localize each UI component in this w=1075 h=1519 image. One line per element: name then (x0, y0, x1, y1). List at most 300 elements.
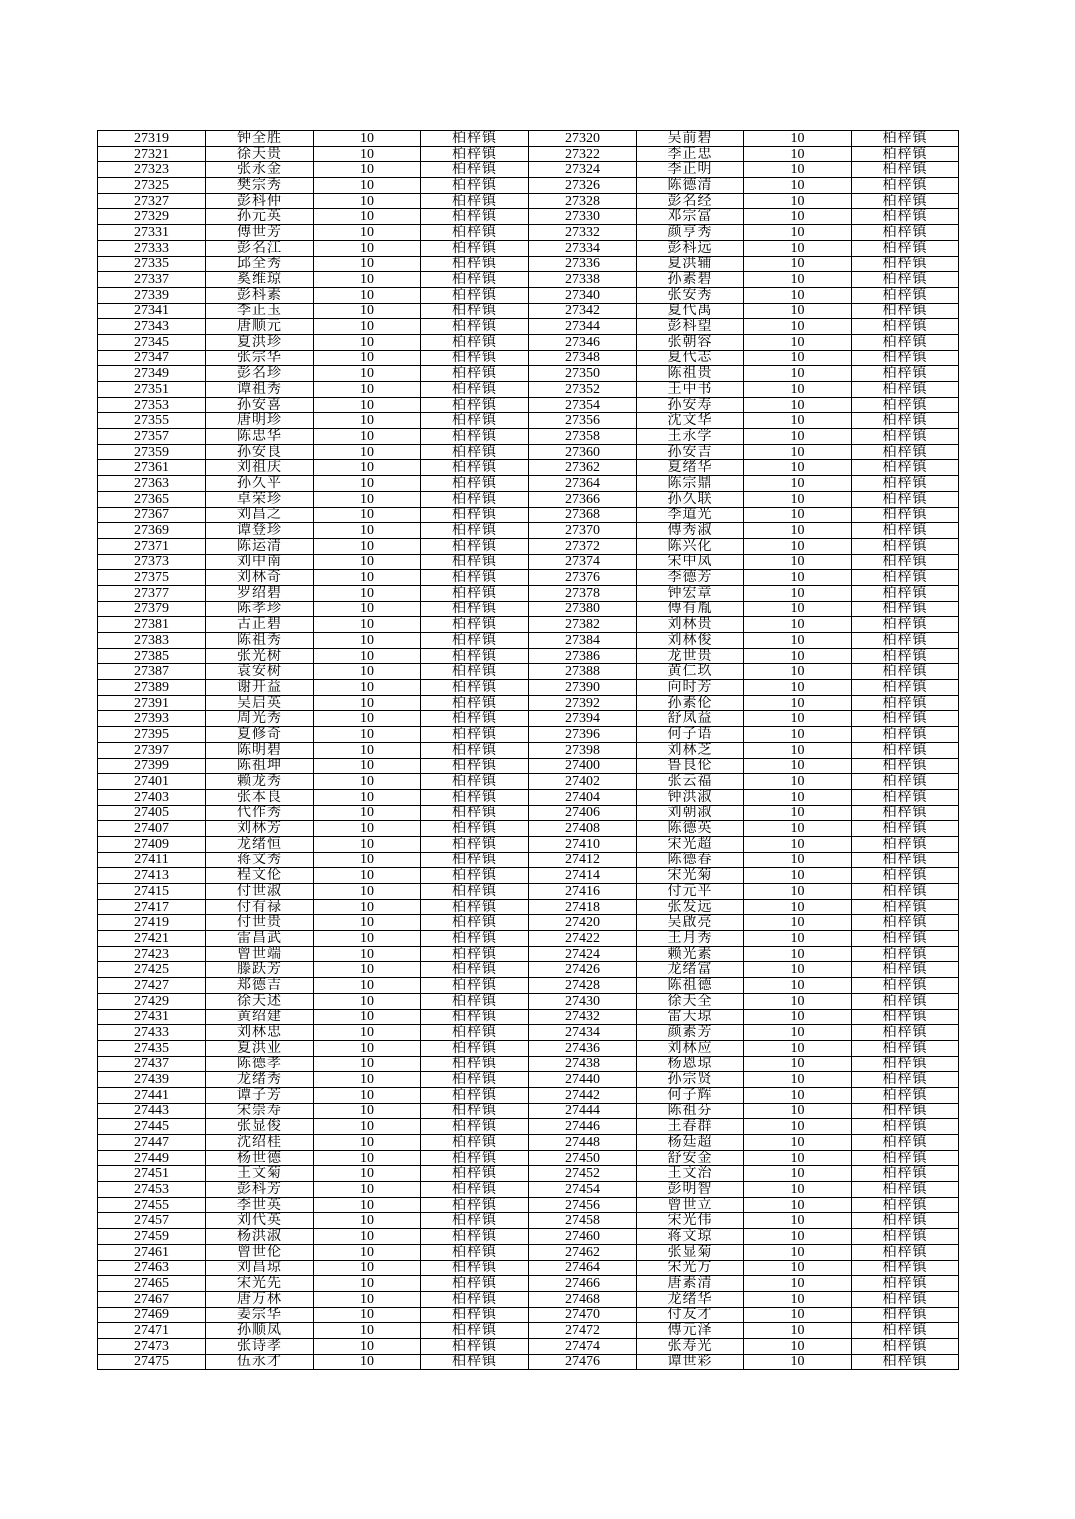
name-cell: 付世淑 (206, 884, 314, 900)
name-cell: 陈祖秀 (206, 633, 314, 649)
town-cell: 柏梓镇 (421, 601, 529, 617)
table-row (98, 334, 959, 350)
id-cell: 27363 (98, 476, 206, 492)
town-cell: 柏梓镇 (421, 899, 529, 915)
value-cell: 10 (744, 1150, 852, 1166)
name-cell: 陈祖芬 (637, 1103, 744, 1119)
value-cell: 10 (744, 805, 852, 821)
town-cell: 柏梓镇 (852, 209, 959, 225)
name-cell: 刘昌琼 (206, 1260, 314, 1276)
name-cell: 张本良 (206, 789, 314, 805)
id-cell: 27360 (529, 444, 637, 460)
value-cell: 10 (314, 617, 421, 633)
value-cell: 10 (744, 868, 852, 884)
name-cell: 刘林应 (637, 1040, 744, 1056)
name-cell: 陈明碧 (206, 742, 314, 758)
table-row (98, 1119, 959, 1135)
town-cell: 柏梓镇 (421, 193, 529, 209)
id-cell: 27344 (529, 319, 637, 335)
town-cell: 柏梓镇 (421, 554, 529, 570)
town-cell: 柏梓镇 (852, 915, 959, 931)
id-cell: 27473 (98, 1338, 206, 1354)
id-cell: 27459 (98, 1229, 206, 1245)
id-cell: 27454 (529, 1182, 637, 1198)
id-cell: 27371 (98, 538, 206, 554)
town-cell: 柏梓镇 (852, 429, 959, 445)
id-cell: 27333 (98, 240, 206, 256)
value-cell: 10 (314, 774, 421, 790)
table-row (98, 821, 959, 837)
town-cell: 柏梓镇 (421, 1087, 529, 1103)
name-cell: 宋光超 (637, 836, 744, 852)
name-cell: 刘朝淑 (637, 805, 744, 821)
town-cell: 柏梓镇 (852, 1025, 959, 1041)
id-cell: 27474 (529, 1338, 637, 1354)
id-cell: 27386 (529, 648, 637, 664)
town-cell: 柏梓镇 (852, 491, 959, 507)
town-cell: 柏梓镇 (852, 1056, 959, 1072)
value-cell: 10 (314, 1166, 421, 1182)
town-cell: 柏梓镇 (421, 429, 529, 445)
name-cell: 唐明珍 (206, 413, 314, 429)
name-cell: 谢开益 (206, 680, 314, 696)
id-cell: 27456 (529, 1197, 637, 1213)
name-cell: 陈兴化 (637, 538, 744, 554)
town-cell: 柏梓镇 (421, 1025, 529, 1041)
name-cell: 赖光素 (637, 946, 744, 962)
town-cell: 柏梓镇 (421, 711, 529, 727)
name-cell: 颜素芳 (637, 1025, 744, 1041)
name-cell: 陈德春 (637, 852, 744, 868)
id-cell: 27369 (98, 523, 206, 539)
town-cell: 柏梓镇 (421, 1072, 529, 1088)
table-row (98, 554, 959, 570)
name-cell: 蒋文琼 (637, 1229, 744, 1245)
town-cell: 柏梓镇 (421, 680, 529, 696)
value-cell: 10 (744, 1135, 852, 1151)
table-row (98, 429, 959, 445)
id-cell: 27397 (98, 742, 206, 758)
table-row (98, 1166, 959, 1182)
table-row (98, 1056, 959, 1072)
value-cell: 10 (744, 162, 852, 178)
name-cell: 何子语 (637, 727, 744, 743)
id-cell: 27461 (98, 1244, 206, 1260)
town-cell: 柏梓镇 (852, 444, 959, 460)
table-row (98, 1197, 959, 1213)
name-cell: 李正玉 (206, 303, 314, 319)
value-cell: 10 (744, 962, 852, 978)
town-cell: 柏梓镇 (421, 507, 529, 523)
town-cell: 柏梓镇 (421, 962, 529, 978)
name-cell: 刘林芳 (206, 821, 314, 837)
value-cell: 10 (314, 962, 421, 978)
table-row (98, 1040, 959, 1056)
town-cell: 柏梓镇 (852, 711, 959, 727)
table-row (98, 193, 959, 209)
table-row (98, 946, 959, 962)
id-cell: 27357 (98, 429, 206, 445)
value-cell: 10 (314, 1213, 421, 1229)
town-cell: 柏梓镇 (421, 915, 529, 931)
value-cell: 10 (314, 1307, 421, 1323)
name-cell: 夏洪业 (206, 1040, 314, 1056)
id-cell: 27462 (529, 1244, 637, 1260)
value-cell: 10 (314, 1072, 421, 1088)
value-cell: 10 (744, 852, 852, 868)
id-cell: 27384 (529, 633, 637, 649)
id-cell: 27427 (98, 978, 206, 994)
id-cell: 27469 (98, 1307, 206, 1323)
town-cell: 柏梓镇 (852, 460, 959, 476)
value-cell: 10 (744, 1166, 852, 1182)
table-row (98, 538, 959, 554)
id-cell: 27402 (529, 774, 637, 790)
table-row (98, 1213, 959, 1229)
value-cell: 10 (314, 711, 421, 727)
id-cell: 27457 (98, 1213, 206, 1229)
town-cell: 柏梓镇 (852, 287, 959, 303)
name-cell: 王春群 (637, 1119, 744, 1135)
value-cell: 10 (744, 648, 852, 664)
id-cell: 27351 (98, 382, 206, 398)
town-cell: 柏梓镇 (852, 742, 959, 758)
value-cell: 10 (744, 1229, 852, 1245)
value-cell: 10 (744, 1197, 852, 1213)
town-cell: 柏梓镇 (421, 774, 529, 790)
value-cell: 10 (314, 1276, 421, 1292)
value-cell: 10 (314, 162, 421, 178)
id-cell: 27377 (98, 585, 206, 601)
name-cell: 王中书 (637, 382, 744, 398)
id-cell: 27413 (98, 868, 206, 884)
value-cell: 10 (314, 460, 421, 476)
id-cell: 27470 (529, 1307, 637, 1323)
town-cell: 柏梓镇 (421, 978, 529, 994)
table-row (98, 585, 959, 601)
value-cell: 10 (314, 852, 421, 868)
name-cell: 杨洪淑 (206, 1229, 314, 1245)
value-cell: 10 (744, 334, 852, 350)
id-cell: 27430 (529, 993, 637, 1009)
town-cell: 柏梓镇 (852, 931, 959, 947)
name-cell: 古正碧 (206, 617, 314, 633)
town-cell: 柏梓镇 (421, 884, 529, 900)
table-row (98, 350, 959, 366)
name-cell: 孙宗贤 (637, 1072, 744, 1088)
town-cell: 柏梓镇 (852, 1150, 959, 1166)
value-cell: 10 (314, 429, 421, 445)
name-cell: 孙顺凤 (206, 1323, 314, 1339)
town-cell: 柏梓镇 (852, 727, 959, 743)
name-cell: 孙久联 (637, 491, 744, 507)
name-cell: 张安秀 (637, 287, 744, 303)
town-cell: 柏梓镇 (421, 319, 529, 335)
name-cell: 彭名经 (637, 193, 744, 209)
town-cell: 柏梓镇 (421, 727, 529, 743)
town-cell: 柏梓镇 (852, 962, 959, 978)
town-cell: 柏梓镇 (852, 1260, 959, 1276)
id-cell: 27425 (98, 962, 206, 978)
id-cell: 27446 (529, 1119, 637, 1135)
name-cell: 陈德清 (637, 178, 744, 194)
id-cell: 27335 (98, 256, 206, 272)
data-table (97, 130, 959, 1370)
value-cell: 10 (314, 507, 421, 523)
id-cell: 27437 (98, 1056, 206, 1072)
value-cell: 10 (314, 334, 421, 350)
table-row (98, 1244, 959, 1260)
value-cell: 10 (744, 1354, 852, 1370)
town-cell: 柏梓镇 (421, 570, 529, 586)
name-cell: 夏代志 (637, 350, 744, 366)
name-cell: 龙世贵 (637, 648, 744, 664)
town-cell: 柏梓镇 (421, 146, 529, 162)
value-cell: 10 (744, 946, 852, 962)
id-cell: 27378 (529, 585, 637, 601)
town-cell: 柏梓镇 (421, 1276, 529, 1292)
value-cell: 10 (744, 397, 852, 413)
value-cell: 10 (314, 350, 421, 366)
town-cell: 柏梓镇 (852, 272, 959, 288)
value-cell: 10 (314, 225, 421, 241)
value-cell: 10 (744, 1338, 852, 1354)
name-cell: 孙安吉 (637, 444, 744, 460)
town-cell: 柏梓镇 (852, 1244, 959, 1260)
table-row (98, 978, 959, 994)
name-cell: 王永学 (637, 429, 744, 445)
id-cell: 27332 (529, 225, 637, 241)
table-row (98, 256, 959, 272)
table-row (98, 1307, 959, 1323)
value-cell: 10 (314, 538, 421, 554)
value-cell: 10 (314, 727, 421, 743)
id-cell: 27366 (529, 491, 637, 507)
town-cell: 柏梓镇 (852, 256, 959, 272)
town-cell: 柏梓镇 (852, 852, 959, 868)
town-cell: 柏梓镇 (852, 366, 959, 382)
value-cell: 10 (314, 444, 421, 460)
town-cell: 柏梓镇 (421, 805, 529, 821)
id-cell: 27364 (529, 476, 637, 492)
town-cell: 柏梓镇 (421, 1244, 529, 1260)
value-cell: 10 (744, 1119, 852, 1135)
table-row (98, 1276, 959, 1292)
table-body (98, 131, 959, 1370)
name-cell: 龙绪恒 (206, 836, 314, 852)
town-cell: 柏梓镇 (852, 1009, 959, 1025)
name-cell: 宋中凤 (637, 554, 744, 570)
name-cell: 张宗华 (206, 350, 314, 366)
id-cell: 27434 (529, 1025, 637, 1041)
town-cell: 柏梓镇 (852, 554, 959, 570)
town-cell: 柏梓镇 (421, 1119, 529, 1135)
town-cell: 柏梓镇 (421, 131, 529, 147)
id-cell: 27472 (529, 1323, 637, 1339)
town-cell: 柏梓镇 (852, 538, 959, 554)
town-cell: 柏梓镇 (421, 1260, 529, 1276)
table-row (98, 131, 959, 147)
id-cell: 27419 (98, 915, 206, 931)
name-cell: 周光秀 (206, 711, 314, 727)
name-cell: 傅秀淑 (637, 523, 744, 539)
name-cell: 杨廷超 (637, 1135, 744, 1151)
value-cell: 10 (744, 272, 852, 288)
name-cell: 陈德英 (637, 821, 744, 837)
value-cell: 10 (744, 225, 852, 241)
value-cell: 10 (744, 256, 852, 272)
name-cell: 舒凤益 (637, 711, 744, 727)
id-cell: 27336 (529, 256, 637, 272)
name-cell: 颜亨秀 (637, 225, 744, 241)
id-cell: 27367 (98, 507, 206, 523)
town-cell: 柏梓镇 (852, 413, 959, 429)
table-row (98, 287, 959, 303)
town-cell: 柏梓镇 (852, 633, 959, 649)
town-cell: 柏梓镇 (852, 1103, 959, 1119)
id-cell: 27340 (529, 287, 637, 303)
town-cell: 柏梓镇 (421, 538, 529, 554)
town-cell: 柏梓镇 (852, 319, 959, 335)
value-cell: 10 (744, 287, 852, 303)
table-row (98, 146, 959, 162)
name-cell: 彭科素 (206, 287, 314, 303)
name-cell: 陈祖德 (637, 978, 744, 994)
town-cell: 柏梓镇 (852, 1135, 959, 1151)
value-cell: 10 (314, 758, 421, 774)
name-cell: 唐顺元 (206, 319, 314, 335)
value-cell: 10 (744, 350, 852, 366)
name-cell: 刘代英 (206, 1213, 314, 1229)
value-cell: 10 (314, 366, 421, 382)
id-cell: 27373 (98, 554, 206, 570)
id-cell: 27450 (529, 1150, 637, 1166)
name-cell: 宋光菊 (637, 868, 744, 884)
town-cell: 柏梓镇 (421, 1213, 529, 1229)
id-cell: 27404 (529, 789, 637, 805)
name-cell: 李正忠 (637, 146, 744, 162)
id-cell: 27415 (98, 884, 206, 900)
value-cell: 10 (314, 633, 421, 649)
id-cell: 27362 (529, 460, 637, 476)
id-cell: 27463 (98, 1260, 206, 1276)
value-cell: 10 (314, 868, 421, 884)
value-cell: 10 (314, 648, 421, 664)
id-cell: 27328 (529, 193, 637, 209)
name-cell: 张显俊 (206, 1119, 314, 1135)
town-cell: 柏梓镇 (852, 193, 959, 209)
value-cell: 10 (314, 1135, 421, 1151)
name-cell: 龙绪富 (637, 962, 744, 978)
id-cell: 27466 (529, 1276, 637, 1292)
id-cell: 27381 (98, 617, 206, 633)
id-cell: 27352 (529, 382, 637, 398)
id-cell: 27399 (98, 758, 206, 774)
name-cell: 陈祖贵 (637, 366, 744, 382)
name-cell: 张云福 (637, 774, 744, 790)
name-cell: 李德芳 (637, 570, 744, 586)
value-cell: 10 (314, 1338, 421, 1354)
name-cell: 樊宗秀 (206, 178, 314, 194)
value-cell: 10 (744, 884, 852, 900)
table-row (98, 664, 959, 680)
town-cell: 柏梓镇 (852, 617, 959, 633)
town-cell: 柏梓镇 (421, 350, 529, 366)
id-cell: 27426 (529, 962, 637, 978)
id-cell: 27368 (529, 507, 637, 523)
name-cell: 夏洪珍 (206, 334, 314, 350)
town-cell: 柏梓镇 (421, 868, 529, 884)
name-cell: 黄仁玖 (637, 664, 744, 680)
id-cell: 27372 (529, 538, 637, 554)
id-cell: 27322 (529, 146, 637, 162)
name-cell: 雷昌武 (206, 931, 314, 947)
town-cell: 柏梓镇 (852, 570, 959, 586)
table-row (98, 1291, 959, 1307)
value-cell: 10 (744, 727, 852, 743)
town-cell: 柏梓镇 (852, 350, 959, 366)
id-cell: 27411 (98, 852, 206, 868)
table-row (98, 444, 959, 460)
name-cell: 陈运清 (206, 538, 314, 554)
name-cell: 夏绪华 (637, 460, 744, 476)
id-cell: 27350 (529, 366, 637, 382)
name-cell: 陈宗鼎 (637, 476, 744, 492)
name-cell: 李正明 (637, 162, 744, 178)
town-cell: 柏梓镇 (852, 978, 959, 994)
value-cell: 10 (314, 601, 421, 617)
town-cell: 柏梓镇 (421, 1135, 529, 1151)
id-cell: 27398 (529, 742, 637, 758)
table-row (98, 884, 959, 900)
name-cell: 付友才 (637, 1307, 744, 1323)
town-cell: 柏梓镇 (421, 444, 529, 460)
town-cell: 柏梓镇 (421, 1338, 529, 1354)
name-cell: 吴启英 (206, 695, 314, 711)
table-row (98, 680, 959, 696)
town-cell: 柏梓镇 (421, 695, 529, 711)
name-cell: 杨恩琼 (637, 1056, 744, 1072)
value-cell: 10 (314, 131, 421, 147)
town-cell: 柏梓镇 (421, 1150, 529, 1166)
town-cell: 柏梓镇 (852, 695, 959, 711)
town-cell: 柏梓镇 (421, 1307, 529, 1323)
name-cell: 刘林忠 (206, 1025, 314, 1041)
town-cell: 柏梓镇 (421, 476, 529, 492)
name-cell: 邱全秀 (206, 256, 314, 272)
town-cell: 柏梓镇 (852, 1119, 959, 1135)
value-cell: 10 (744, 1087, 852, 1103)
town-cell: 柏梓镇 (421, 852, 529, 868)
town-cell: 柏梓镇 (421, 225, 529, 241)
value-cell: 10 (744, 931, 852, 947)
town-cell: 柏梓镇 (421, 162, 529, 178)
name-cell: 傅有胤 (637, 601, 744, 617)
name-cell: 刘祖庆 (206, 460, 314, 476)
name-cell: 陈德孝 (206, 1056, 314, 1072)
name-cell: 刘林俊 (637, 633, 744, 649)
name-cell: 彭科望 (637, 319, 744, 335)
name-cell: 何子辉 (637, 1087, 744, 1103)
name-cell: 谭子芳 (206, 1087, 314, 1103)
id-cell: 27449 (98, 1150, 206, 1166)
id-cell: 27319 (98, 131, 206, 147)
town-cell: 柏梓镇 (852, 789, 959, 805)
value-cell: 10 (744, 146, 852, 162)
value-cell: 10 (744, 507, 852, 523)
id-cell: 27341 (98, 303, 206, 319)
id-cell: 27429 (98, 993, 206, 1009)
